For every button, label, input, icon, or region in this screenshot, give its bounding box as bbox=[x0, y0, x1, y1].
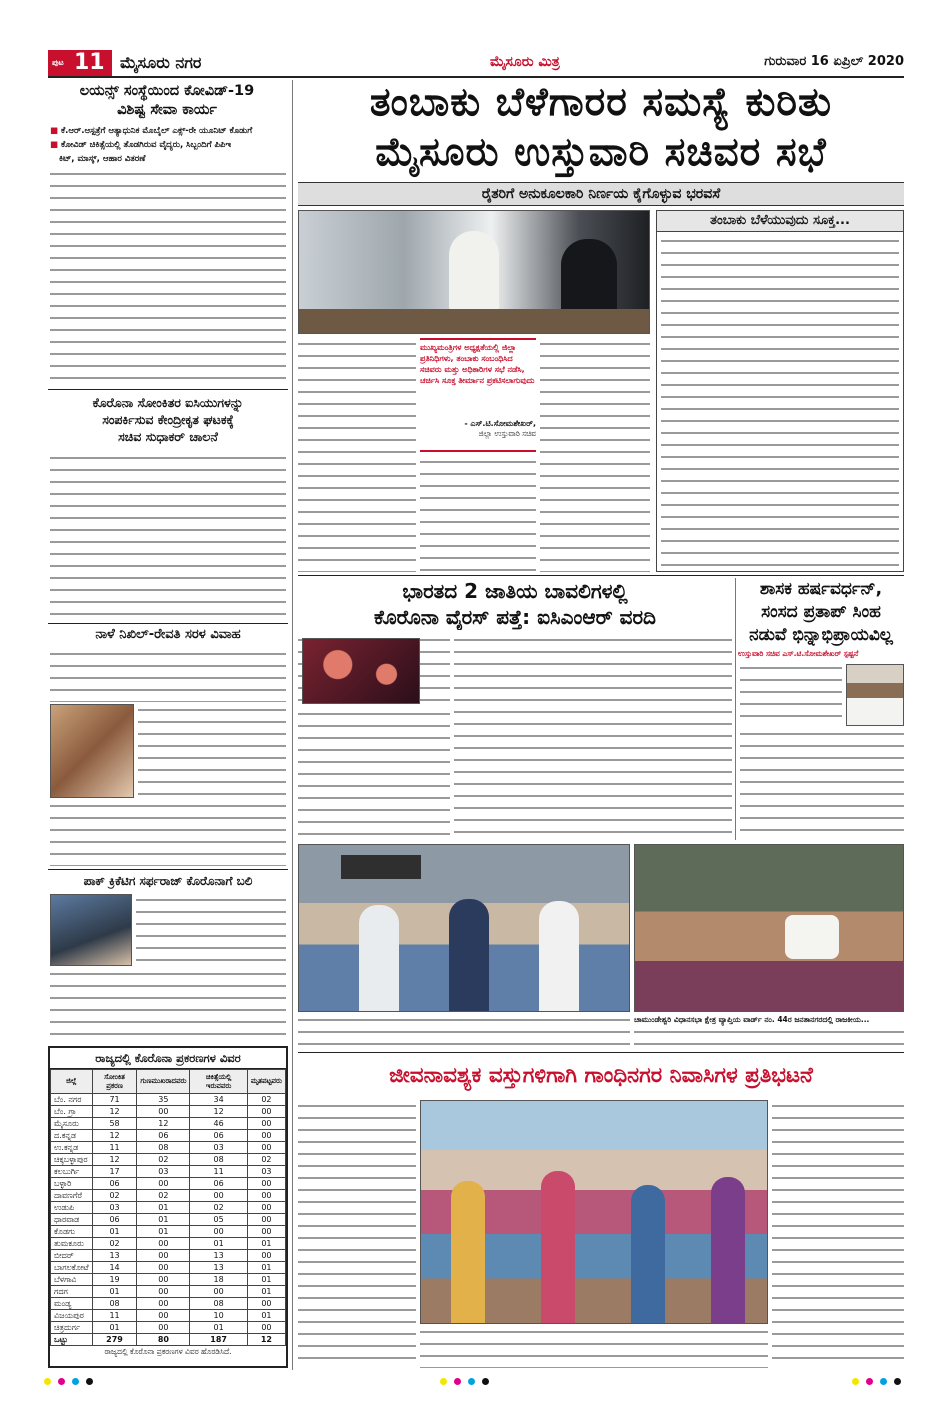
section-name: ಮೈಸೂರು ನಗರ bbox=[120, 53, 202, 72]
bullet-1: ■ ಕೆ.ಆರ್.ಆಸ್ಪತ್ರೆಗೆ ಆತ್ಯಾಧುನಿಕ ಮೊಬೈಲ್ ಎಕ್ಸ್-ರೇ ಯೂನಿಟ್ ಕೊಡುಗೆ bbox=[50, 126, 253, 136]
bats-headline-line2: ಕೊರೊನಾ ವೈರಸ್ ಪತ್ತೆ: ಐಸಿಎಂಆರ್ ವರದಿ bbox=[374, 605, 656, 629]
table-row bbox=[51, 1154, 286, 1166]
table-row bbox=[51, 1310, 286, 1322]
relief-photo-right-caption bbox=[634, 1014, 904, 1050]
covid-table-title: ರಾಜ್ಯದಲ್ಲಿ ಕೊರೊನಾ ಪ್ರಕರಣಗಳ ವಿವರ bbox=[50, 1048, 286, 1069]
deaths-cell: 01 bbox=[247, 1262, 285, 1274]
district-cell: ವಿಜಯಪುರ bbox=[51, 1310, 93, 1322]
recovered-cell: 02 bbox=[137, 1154, 190, 1166]
minister-figure bbox=[449, 231, 499, 311]
deaths-cell: 00 bbox=[247, 1214, 285, 1226]
crowd-figure bbox=[541, 1171, 575, 1324]
reg-dot-cyan bbox=[72, 1378, 79, 1385]
active-cell: 13 bbox=[190, 1250, 247, 1262]
total-deaths: 12 bbox=[247, 1334, 285, 1346]
relief-photo-left bbox=[298, 844, 630, 1012]
recovered-cell: 00 bbox=[137, 1286, 190, 1298]
infected-cell: 14 bbox=[92, 1262, 137, 1274]
infected-cell: 12 bbox=[92, 1106, 137, 1118]
recovered-cell: 35 bbox=[137, 1094, 190, 1106]
infected-cell: 11 bbox=[92, 1310, 137, 1322]
total-active: 187 bbox=[190, 1334, 247, 1346]
covid-table-header-row bbox=[51, 1070, 286, 1094]
active-cell: 05 bbox=[190, 1214, 247, 1226]
district-cell: ಬೆಳಗಾವಿ bbox=[51, 1274, 93, 1286]
active-cell: 02 bbox=[190, 1202, 247, 1214]
infected-cell: 01 bbox=[92, 1226, 137, 1238]
recovered-cell: 01 bbox=[137, 1202, 190, 1214]
reg-dot-yellow bbox=[852, 1378, 859, 1385]
table-row bbox=[51, 1202, 286, 1214]
minister-portrait bbox=[846, 664, 904, 726]
table-row bbox=[51, 1190, 286, 1202]
table-row bbox=[51, 1214, 286, 1226]
district-cell: ದ.ಕನ್ನಡ bbox=[51, 1130, 93, 1142]
active-cell: 00 bbox=[190, 1226, 247, 1238]
pull-quote bbox=[420, 338, 536, 452]
table-row bbox=[51, 1106, 286, 1118]
infected-cell: 01 bbox=[92, 1322, 137, 1334]
photo-caption-rest bbox=[634, 1026, 904, 1050]
infected-cell: 08 bbox=[92, 1298, 137, 1310]
lead-headline bbox=[298, 78, 904, 178]
bullet-2: ■ ಕೋವಿಡ್ ಚಿಕಿತ್ಸೆಯಲ್ಲಿ ತೊಡಗಿರುವ ವೈದ್ಯರು, ಸಿಬ್ಬಂದಿಗೆ ಪಿಪಿಇ bbox=[50, 140, 231, 150]
table-row bbox=[51, 1262, 286, 1274]
district-cell: ಕೊಡಗು bbox=[51, 1226, 93, 1238]
district-cell: ದಾವಣಗೆರೆ bbox=[51, 1190, 93, 1202]
sudhakar-headline bbox=[48, 394, 288, 445]
shop-sign bbox=[341, 855, 421, 879]
table-row bbox=[51, 1118, 286, 1130]
active-cell: 10 bbox=[190, 1310, 247, 1322]
lead-article-col3 bbox=[540, 338, 650, 572]
recovered-cell: 00 bbox=[137, 1238, 190, 1250]
bats-headline-line1: ಭಾರತದ 2 ಜಾತಿಯ ಬಾವಲಿಗಳಲ್ಲಿ bbox=[402, 579, 628, 603]
lead-subhead-bar bbox=[298, 182, 904, 206]
district-cell: ಬಾಗಲಕೋಟೆ bbox=[51, 1262, 93, 1274]
infected-cell: 02 bbox=[92, 1238, 137, 1250]
mla-headline-line1: ಶಾಸಕ ಹರ್ಷವರ್ಧನ್, bbox=[759, 579, 883, 599]
active-cell: 12 bbox=[190, 1106, 247, 1118]
relief-photo-left-caption bbox=[298, 1014, 630, 1050]
district-cell: ಬೀದರ್ bbox=[51, 1250, 93, 1262]
reg-dot-magenta bbox=[454, 1378, 461, 1385]
reg-dot-magenta bbox=[58, 1378, 65, 1385]
table-row bbox=[51, 1142, 286, 1154]
deaths-cell: 00 bbox=[247, 1226, 285, 1238]
covid-table-box bbox=[48, 1046, 288, 1368]
recovered-cell: 06 bbox=[137, 1130, 190, 1142]
nikhil-article-body-side bbox=[138, 704, 286, 798]
reg-dot-yellow bbox=[440, 1378, 447, 1385]
page-number: 11 bbox=[74, 50, 105, 75]
deaths-cell: 01 bbox=[247, 1274, 285, 1286]
table-row bbox=[51, 1286, 286, 1298]
protest-headline: ಜೀವನಾವಶ್ಯಕ ವಸ್ತುಗಳಿಗಾಗಿ ಗಾಂಧಿನಗರ ನಿವಾಸಿಗಳ ಪ್ರತಿಭಟನೆ bbox=[389, 1063, 813, 1088]
table-row bbox=[51, 1226, 286, 1238]
recovered-cell: 00 bbox=[137, 1274, 190, 1286]
protest-photo bbox=[420, 1100, 768, 1324]
table-row bbox=[51, 1274, 286, 1286]
col-infected: ಸೋಂಕಿತ ಪ್ರಕರಣ bbox=[92, 1070, 137, 1094]
divider bbox=[48, 389, 288, 390]
sudhakar-headline-line2: ಸಂಪರ್ಕಿಸುವ ಕೇಂದ್ರೀಕೃತ ಘಟಕಕ್ಕೆ bbox=[102, 412, 234, 427]
active-cell: 00 bbox=[190, 1190, 247, 1202]
crowd-figure bbox=[451, 1181, 485, 1324]
infected-cell: 01 bbox=[92, 1286, 137, 1298]
deaths-cell: 02 bbox=[247, 1154, 285, 1166]
lions-headline-line2: ವಿಶಿಷ್ಟ ಸೇವಾ ಕಾರ್ಯ bbox=[117, 102, 217, 118]
total-label: ಒಟ್ಟು bbox=[51, 1334, 93, 1346]
deaths-cell: 00 bbox=[247, 1190, 285, 1202]
district-cell: ಗದಗ bbox=[51, 1286, 93, 1298]
covid-table-total-row bbox=[51, 1334, 286, 1346]
infected-cell: 12 bbox=[92, 1130, 137, 1142]
col-deaths: ಮೃತಪಟ್ಟವರು bbox=[247, 1070, 285, 1094]
nikhil-article-body-top bbox=[50, 648, 286, 702]
lions-headline-line1: ಲಯನ್ಸ್ ಸಂಸ್ಥೆಯಿಂದ ಕೋವಿಡ್-19 bbox=[79, 83, 255, 99]
infected-cell: 12 bbox=[92, 1154, 137, 1166]
deaths-cell: 00 bbox=[247, 1178, 285, 1190]
active-cell: 08 bbox=[190, 1298, 247, 1310]
deaths-cell: 01 bbox=[247, 1238, 285, 1250]
recovered-cell: 00 bbox=[137, 1106, 190, 1118]
lead-headline-line2: ಮೈಸೂರು ಉಸ್ತುವಾರಿ ಸಚಿವರ ಸಭೆ bbox=[375, 130, 827, 175]
recovered-cell: 00 bbox=[137, 1298, 190, 1310]
infected-cell: 13 bbox=[92, 1250, 137, 1262]
reg-dot-black bbox=[894, 1378, 901, 1385]
active-cell: 01 bbox=[190, 1238, 247, 1250]
nikhil-headline: ನಾಳೆ ನಿಖಿಲ್-ರೇವತಿ ಸರಳ ವಿವಾಹ bbox=[95, 627, 241, 642]
protest-article-col1 bbox=[298, 1100, 416, 1368]
district-cell: ಚಿಕ್ಕಬಳ್ಳಾಪುರ bbox=[51, 1154, 93, 1166]
infected-cell: 71 bbox=[92, 1094, 137, 1106]
issue-date: ಗುರುವಾರ 16 ಏಪ್ರಿಲ್ 2020 bbox=[764, 54, 904, 69]
column-divider bbox=[735, 578, 736, 840]
person-figure bbox=[359, 905, 399, 1012]
mla-headline bbox=[738, 578, 904, 647]
deaths-cell: 03 bbox=[247, 1166, 285, 1178]
lead-article-col1 bbox=[298, 338, 416, 572]
active-cell: 08 bbox=[190, 1154, 247, 1166]
active-cell: 18 bbox=[190, 1274, 247, 1286]
person-figure bbox=[539, 901, 579, 1012]
column-divider bbox=[292, 80, 293, 1370]
masthead bbox=[48, 50, 904, 76]
mla-article-top bbox=[740, 662, 842, 726]
district-cell: ಮೈಸೂರು bbox=[51, 1118, 93, 1130]
sarfaraz-headline: ಪಾಕ್ ಕ್ರಿಕೆಟಿಗ ಸರ್ಫರಾಜ್ ಕೊರೊನಾಗೆ ಬಲಿ bbox=[83, 874, 253, 888]
sudhakar-headline-line3: ಸಚಿವ ಸುಧಾಕರ್ ಚಾಲನೆ bbox=[118, 429, 218, 444]
lions-bullets bbox=[50, 124, 286, 166]
relief-photo-right bbox=[634, 844, 904, 1012]
infected-cell: 03 bbox=[92, 1202, 137, 1214]
bullet-3: ಕಿಟ್, ಮಾಸ್ಕ್, ಆಹಾರ ವಿತರಣೆ bbox=[59, 154, 146, 164]
infected-cell: 58 bbox=[92, 1118, 137, 1130]
bats-headline bbox=[298, 578, 732, 630]
divider bbox=[48, 623, 288, 624]
infected-cell: 02 bbox=[92, 1190, 137, 1202]
recovered-cell: 08 bbox=[137, 1142, 190, 1154]
active-cell: 06 bbox=[190, 1178, 247, 1190]
active-cell: 46 bbox=[190, 1118, 247, 1130]
page-label: ಪುಟ bbox=[52, 58, 64, 67]
recovered-cell: 02 bbox=[137, 1190, 190, 1202]
deaths-cell: 00 bbox=[247, 1250, 285, 1262]
divider bbox=[298, 575, 904, 576]
district-cell: ಚಿತ್ರದುರ್ಗ bbox=[51, 1322, 93, 1334]
divider bbox=[48, 869, 288, 870]
page-number-box bbox=[48, 50, 112, 76]
district-cell: ಉ.ಕನ್ನಡ bbox=[51, 1142, 93, 1154]
recovered-cell: 12 bbox=[137, 1118, 190, 1130]
col-active: ಚಿಕಿತ್ಸೆಯಲ್ಲಿ ಇರುವವರು bbox=[190, 1070, 247, 1094]
deaths-cell: 02 bbox=[247, 1094, 285, 1106]
bats-article-col2 bbox=[454, 634, 732, 840]
deaths-cell: 01 bbox=[247, 1286, 285, 1298]
sarfaraz-article-body-side bbox=[136, 894, 286, 966]
lead-subhead: ರೈತರಿಗೆ ಅನುಕೂಲಕಾರಿ ನಿರ್ಣಯ ಕೈಗೊಳ್ಳುವ ಭರವಸೆ bbox=[481, 186, 721, 202]
meeting-table bbox=[299, 309, 650, 334]
protest-article-col2 bbox=[420, 1326, 768, 1368]
total-infected: 279 bbox=[92, 1334, 137, 1346]
reg-dot-magenta bbox=[866, 1378, 873, 1385]
mla-article-bottom bbox=[740, 728, 904, 840]
col-district: ಜಿಲ್ಲೆ bbox=[51, 1070, 93, 1094]
active-cell: 13 bbox=[190, 1262, 247, 1274]
sarfaraz-photo bbox=[50, 894, 132, 966]
sarfaraz-article-body-bottom bbox=[50, 968, 286, 1042]
crowd-figure bbox=[711, 1177, 745, 1324]
table-row bbox=[51, 1130, 286, 1142]
deaths-cell: 00 bbox=[247, 1298, 285, 1310]
infected-cell: 06 bbox=[92, 1178, 137, 1190]
table-row bbox=[51, 1322, 286, 1334]
deaths-cell: 00 bbox=[247, 1322, 285, 1334]
active-cell: 00 bbox=[190, 1286, 247, 1298]
sidebar-box bbox=[656, 210, 904, 572]
table-row bbox=[51, 1094, 286, 1106]
reg-dot-black bbox=[86, 1378, 93, 1385]
recovered-cell: 00 bbox=[137, 1178, 190, 1190]
wedding-photo bbox=[50, 704, 134, 798]
sudhakar-headline-line1: ಕೊರೊನಾ ಸೋಂಕಿತರ ಐಸಿಯುಗಳನ್ನು bbox=[92, 395, 244, 410]
recovered-cell: 01 bbox=[137, 1214, 190, 1226]
district-cell: ಮಂಡ್ಯ bbox=[51, 1298, 93, 1310]
table-row bbox=[51, 1298, 286, 1310]
mla-headline-line3: ನಡುವೆ ಭಿನ್ನಾಭಿಪ್ರಾಯವಿಲ್ಲ bbox=[749, 625, 893, 645]
infected-cell: 17 bbox=[92, 1166, 137, 1178]
deaths-cell: 00 bbox=[247, 1106, 285, 1118]
sidebar-body bbox=[661, 235, 899, 569]
deaths-cell: 00 bbox=[247, 1202, 285, 1214]
nikhil-article-body-bottom bbox=[50, 800, 286, 866]
district-cell: ಬೆಂ. ನಗರ bbox=[51, 1094, 93, 1106]
recovered-cell: 00 bbox=[137, 1310, 190, 1322]
covid-table bbox=[50, 1069, 286, 1346]
total-recovered: 80 bbox=[137, 1334, 190, 1346]
active-cell: 34 bbox=[190, 1094, 247, 1106]
district-cell: ಬೆಂ. ಗ್ರಾ bbox=[51, 1106, 93, 1118]
lead-headline-line1: ತಂಬಾಕು ಬೆಳೆಗಾರರ ಸಮಸ್ಯೆ ಕುರಿತು bbox=[369, 80, 833, 125]
photo-caption-text: ಚಾಮುಂಡೇಶ್ವರಿ ವಿಧಾನಸಭಾ ಕ್ಷೇತ್ರ ವ್ಯಾಪ್ತಿಯ ವಾರ್ಡ್ ನಂ. 44ರ ಜನತಾನಗರದಲ್ಲಿ ರಾಜಕೀಯ... bbox=[634, 1015, 870, 1024]
reg-dot-black bbox=[482, 1378, 489, 1385]
meeting-photo bbox=[298, 210, 650, 334]
pull-quote-text: ಮುಖ್ಯಮಂತ್ರಿಗಳ ಅಧ್ಯಕ್ಷತೆಯಲ್ಲಿ ಜಿಲ್ಲಾ ಪ್ರತಿನಿಧಿಗಳು, ತಂಬಾಕು ಸಂಬಂಧಿಸಿದ ಸಚಿವರು ಮತ್ತು ಅಧಿಕಾರಿಗಳ ಸಭೆ ನಡೆಸಿ, ಚರ್ಚಿಸಿ ಸೂಕ್ತ ತೀರ್ಮಾನ ಪ್ರಕಟಿಸಲಾಗುವುದು bbox=[420, 343, 535, 385]
table-row bbox=[51, 1250, 286, 1262]
lead-article-col2 bbox=[420, 456, 536, 572]
recovered-cell: 03 bbox=[137, 1166, 190, 1178]
lions-headline bbox=[48, 82, 286, 120]
paper-logo: ಮೈಸೂರು ಮಿತ್ರ bbox=[490, 54, 560, 70]
crowd-figure bbox=[631, 1185, 665, 1324]
district-cell: ಕಲಬುರ್ಗಿ bbox=[51, 1166, 93, 1178]
pull-quote-author: - ಎಸ್.ಟಿ.ಸೋಮಶೇಖರ್, bbox=[464, 419, 536, 428]
deaths-cell: 00 bbox=[247, 1130, 285, 1142]
recovered-cell: 00 bbox=[137, 1322, 190, 1334]
district-cell: ಬಳ್ಳಾರಿ bbox=[51, 1178, 93, 1190]
infected-cell: 06 bbox=[92, 1214, 137, 1226]
deaths-cell: 01 bbox=[247, 1310, 285, 1322]
recovered-cell: 01 bbox=[137, 1226, 190, 1238]
deaths-cell: 00 bbox=[247, 1118, 285, 1130]
protest-article-col3 bbox=[772, 1100, 904, 1368]
divider bbox=[298, 1052, 904, 1053]
infected-cell: 11 bbox=[92, 1142, 137, 1154]
recovered-cell: 00 bbox=[137, 1250, 190, 1262]
mla-byline: ಉಸ್ತುವಾರಿ ಸಚಿವ ಎಸ್.ಟಿ.ಸೋಮಶೇಖರ್ ಸ್ಪಷ್ಟನೆ bbox=[738, 649, 859, 658]
district-cell: ಧಾರವಾಡ bbox=[51, 1214, 93, 1226]
covid-table-footnote: ರಾಜ್ಯದಲ್ಲಿ ಕೊರೊನಾ ಪ್ರಕರಣಗಳ ವಿವರ ಹೊರಡಿಸಿದೆ. bbox=[104, 1347, 232, 1356]
recovered-cell: 00 bbox=[137, 1262, 190, 1274]
district-cell: ಉಡುಪಿ bbox=[51, 1202, 93, 1214]
bat-virus-image bbox=[302, 638, 420, 704]
deaths-cell: 00 bbox=[247, 1142, 285, 1154]
active-cell: 01 bbox=[190, 1322, 247, 1334]
bats-article-col1b bbox=[298, 708, 450, 840]
lions-article-body bbox=[50, 168, 286, 386]
col-recovered: ಗುಣಮುಖರಾದವರು bbox=[137, 1070, 190, 1094]
district-cell: ತುಮಕೂರು bbox=[51, 1238, 93, 1250]
active-cell: 06 bbox=[190, 1130, 247, 1142]
sudhakar-article-body bbox=[50, 452, 286, 620]
table-row bbox=[51, 1238, 286, 1250]
pull-quote-role: ಜಿಲ್ಲಾ ಉಸ್ತುವಾರಿ ಸಚಿವ bbox=[478, 429, 536, 438]
reg-dot-cyan bbox=[468, 1378, 475, 1385]
reg-dot-yellow bbox=[44, 1378, 51, 1385]
person-figure bbox=[449, 899, 489, 1012]
table-row bbox=[51, 1178, 286, 1190]
ration-bag bbox=[785, 915, 839, 959]
table-row bbox=[51, 1166, 286, 1178]
infected-cell: 19 bbox=[92, 1274, 137, 1286]
active-cell: 11 bbox=[190, 1166, 247, 1178]
reg-dot-cyan bbox=[880, 1378, 887, 1385]
sidebar-title: ತಂಬಾಕು ಬೆಳೆಯುವುದು ಸೂಕ್ತ... bbox=[657, 211, 903, 232]
mla-headline-line2: ಸಂಸದ ಪ್ರತಾಪ್ ಸಿಂಹ bbox=[761, 602, 881, 622]
active-cell: 03 bbox=[190, 1142, 247, 1154]
